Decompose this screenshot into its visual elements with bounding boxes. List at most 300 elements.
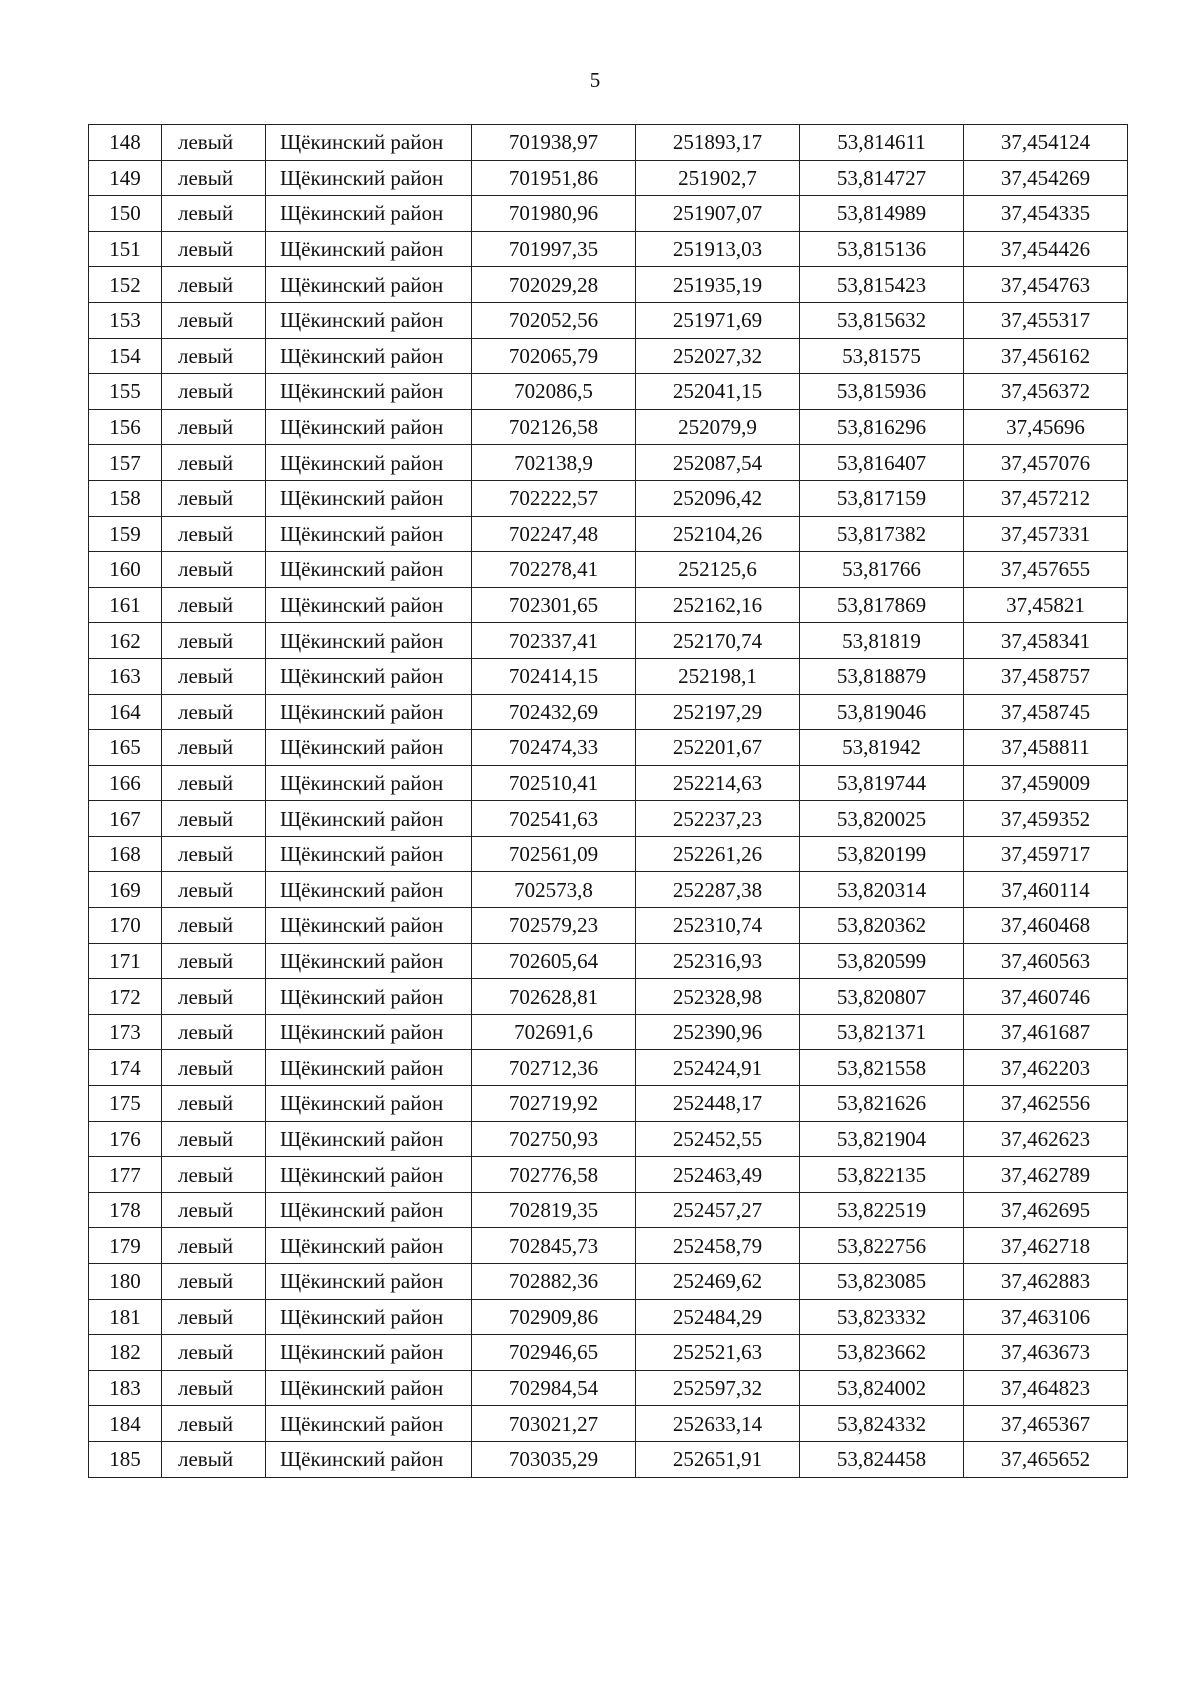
longitude-cell: 37,454335 [964, 196, 1128, 232]
longitude-cell: 37,460746 [964, 979, 1128, 1015]
latitude-cell: 53,820314 [800, 872, 964, 908]
point-number-cell: 149 [89, 160, 162, 196]
x-coordinate-cell: 702474,33 [472, 730, 636, 766]
longitude-cell: 37,463673 [964, 1335, 1128, 1371]
point-number-cell: 161 [89, 587, 162, 623]
x-coordinate-cell: 702845,73 [472, 1228, 636, 1264]
latitude-cell: 53,821371 [800, 1014, 964, 1050]
latitude-cell: 53,81819 [800, 623, 964, 659]
district-cell: Щёкинский район [266, 231, 472, 267]
district-cell: Щёкинский район [266, 1192, 472, 1228]
table-row [89, 516, 1128, 552]
longitude-cell: 37,458811 [964, 730, 1128, 766]
bank-side-cell: левый [162, 1441, 266, 1477]
point-number-cell: 172 [89, 979, 162, 1015]
latitude-cell: 53,820199 [800, 836, 964, 872]
table-row [89, 302, 1128, 338]
district-cell: Щёкинский район [266, 160, 472, 196]
point-number-cell: 166 [89, 765, 162, 801]
longitude-cell: 37,45696 [964, 409, 1128, 445]
y-coordinate-cell: 252027,32 [636, 338, 800, 374]
x-coordinate-cell: 702819,35 [472, 1192, 636, 1228]
longitude-cell: 37,464823 [964, 1370, 1128, 1406]
district-cell: Щёкинский район [266, 943, 472, 979]
y-coordinate-cell: 252162,16 [636, 587, 800, 623]
bank-side-cell: левый [162, 125, 266, 161]
y-coordinate-cell: 252237,23 [636, 801, 800, 837]
district-cell: Щёкинский район [266, 196, 472, 232]
district-cell: Щёкинский район [266, 338, 472, 374]
y-coordinate-cell: 252452,55 [636, 1121, 800, 1157]
point-number-cell: 174 [89, 1050, 162, 1086]
y-coordinate-cell: 251935,19 [636, 267, 800, 303]
district-cell: Щёкинский район [266, 1299, 472, 1335]
point-number-cell: 150 [89, 196, 162, 232]
point-number-cell: 163 [89, 658, 162, 694]
longitude-cell: 37,462883 [964, 1264, 1128, 1300]
district-cell: Щёкинский район [266, 1228, 472, 1264]
latitude-cell: 53,824002 [800, 1370, 964, 1406]
bank-side-cell: левый [162, 1370, 266, 1406]
bank-side-cell: левый [162, 302, 266, 338]
district-cell: Щёкинский район [266, 302, 472, 338]
y-coordinate-cell: 252633,14 [636, 1406, 800, 1442]
x-coordinate-cell: 702126,58 [472, 409, 636, 445]
bank-side-cell: левый [162, 516, 266, 552]
y-coordinate-cell: 252463,49 [636, 1157, 800, 1193]
point-number-cell: 154 [89, 338, 162, 374]
bank-side-cell: левый [162, 801, 266, 837]
longitude-cell: 37,462695 [964, 1192, 1128, 1228]
x-coordinate-cell: 702561,09 [472, 836, 636, 872]
table-row [89, 445, 1128, 481]
table-row [89, 1192, 1128, 1228]
latitude-cell: 53,823332 [800, 1299, 964, 1335]
y-coordinate-cell: 252198,1 [636, 658, 800, 694]
bank-side-cell: левый [162, 658, 266, 694]
y-coordinate-cell: 252310,74 [636, 908, 800, 944]
latitude-cell: 53,816296 [800, 409, 964, 445]
point-number-cell: 180 [89, 1264, 162, 1300]
longitude-cell: 37,462789 [964, 1157, 1128, 1193]
district-cell: Щёкинский район [266, 658, 472, 694]
point-number-cell: 178 [89, 1192, 162, 1228]
point-number-cell: 165 [89, 730, 162, 766]
table-row [89, 267, 1128, 303]
point-number-cell: 152 [89, 267, 162, 303]
y-coordinate-cell: 251913,03 [636, 231, 800, 267]
x-coordinate-cell: 702222,57 [472, 480, 636, 516]
point-number-cell: 148 [89, 125, 162, 161]
y-coordinate-cell: 252170,74 [636, 623, 800, 659]
table-row [89, 658, 1128, 694]
bank-side-cell: левый [162, 1264, 266, 1300]
latitude-cell: 53,81942 [800, 730, 964, 766]
point-number-cell: 153 [89, 302, 162, 338]
table-row [89, 480, 1128, 516]
district-cell: Щёкинский район [266, 1086, 472, 1122]
y-coordinate-cell: 252201,67 [636, 730, 800, 766]
district-cell: Щёкинский район [266, 480, 472, 516]
latitude-cell: 53,824332 [800, 1406, 964, 1442]
table-row [89, 552, 1128, 588]
y-coordinate-cell: 252328,98 [636, 979, 800, 1015]
coordinates-table [88, 124, 1128, 1478]
district-cell: Щёкинский район [266, 979, 472, 1015]
x-coordinate-cell: 702605,64 [472, 943, 636, 979]
x-coordinate-cell: 702541,63 [472, 801, 636, 837]
district-cell: Щёкинский район [266, 587, 472, 623]
bank-side-cell: левый [162, 1157, 266, 1193]
table-row [89, 730, 1128, 766]
district-cell: Щёкинский район [266, 267, 472, 303]
longitude-cell: 37,454426 [964, 231, 1128, 267]
point-number-cell: 183 [89, 1370, 162, 1406]
bank-side-cell: левый [162, 908, 266, 944]
longitude-cell: 37,455317 [964, 302, 1128, 338]
y-coordinate-cell: 252651,91 [636, 1441, 800, 1477]
y-coordinate-cell: 252424,91 [636, 1050, 800, 1086]
longitude-cell: 37,459717 [964, 836, 1128, 872]
x-coordinate-cell: 702691,6 [472, 1014, 636, 1050]
x-coordinate-cell: 702247,48 [472, 516, 636, 552]
bank-side-cell: левый [162, 979, 266, 1015]
table-row [89, 765, 1128, 801]
bank-side-cell: левый [162, 943, 266, 979]
bank-side-cell: левый [162, 1192, 266, 1228]
point-number-cell: 176 [89, 1121, 162, 1157]
point-number-cell: 179 [89, 1228, 162, 1264]
district-cell: Щёкинский район [266, 1157, 472, 1193]
x-coordinate-cell: 701997,35 [472, 231, 636, 267]
x-coordinate-cell: 702882,36 [472, 1264, 636, 1300]
district-cell: Щёкинский район [266, 836, 472, 872]
latitude-cell: 53,820599 [800, 943, 964, 979]
table-row [89, 196, 1128, 232]
longitude-cell: 37,458757 [964, 658, 1128, 694]
district-cell: Щёкинский район [266, 552, 472, 588]
bank-side-cell: левый [162, 1014, 266, 1050]
table-row [89, 409, 1128, 445]
table-row [89, 1014, 1128, 1050]
point-number-cell: 185 [89, 1441, 162, 1477]
y-coordinate-cell: 251907,07 [636, 196, 800, 232]
y-coordinate-cell: 251902,7 [636, 160, 800, 196]
bank-side-cell: левый [162, 1050, 266, 1086]
longitude-cell: 37,462718 [964, 1228, 1128, 1264]
point-number-cell: 168 [89, 836, 162, 872]
latitude-cell: 53,81575 [800, 338, 964, 374]
x-coordinate-cell: 701980,96 [472, 196, 636, 232]
district-cell: Щёкинский район [266, 801, 472, 837]
bank-side-cell: левый [162, 160, 266, 196]
table-row [89, 1050, 1128, 1086]
bank-side-cell: левый [162, 1121, 266, 1157]
latitude-cell: 53,819744 [800, 765, 964, 801]
page-number: 5 [589, 68, 601, 92]
longitude-cell: 37,456372 [964, 374, 1128, 410]
district-cell: Щёкинский район [266, 1050, 472, 1086]
latitude-cell: 53,821558 [800, 1050, 964, 1086]
bank-side-cell: левый [162, 1228, 266, 1264]
table-row [89, 1121, 1128, 1157]
x-coordinate-cell: 702750,93 [472, 1121, 636, 1157]
longitude-cell: 37,463106 [964, 1299, 1128, 1335]
y-coordinate-cell: 252316,93 [636, 943, 800, 979]
table-row [89, 872, 1128, 908]
district-cell: Щёкинский район [266, 409, 472, 445]
table-row [89, 1228, 1128, 1264]
y-coordinate-cell: 252390,96 [636, 1014, 800, 1050]
bank-side-cell: левый [162, 338, 266, 374]
longitude-cell: 37,457331 [964, 516, 1128, 552]
latitude-cell: 53,820362 [800, 908, 964, 944]
longitude-cell: 37,454763 [964, 267, 1128, 303]
latitude-cell: 53,820807 [800, 979, 964, 1015]
bank-side-cell: левый [162, 374, 266, 410]
district-cell: Щёкинский район [266, 730, 472, 766]
district-cell: Щёкинский район [266, 694, 472, 730]
bank-side-cell: левый [162, 1406, 266, 1442]
x-coordinate-cell: 702712,36 [472, 1050, 636, 1086]
latitude-cell: 53,815423 [800, 267, 964, 303]
district-cell: Щёкинский район [266, 1441, 472, 1477]
x-coordinate-cell: 703021,27 [472, 1406, 636, 1442]
y-coordinate-cell: 252104,26 [636, 516, 800, 552]
y-coordinate-cell: 252521,63 [636, 1335, 800, 1371]
longitude-cell: 37,459352 [964, 801, 1128, 837]
y-coordinate-cell: 252214,63 [636, 765, 800, 801]
y-coordinate-cell: 251971,69 [636, 302, 800, 338]
table-row [89, 694, 1128, 730]
table-row [89, 1441, 1128, 1477]
x-coordinate-cell: 703035,29 [472, 1441, 636, 1477]
point-number-cell: 175 [89, 1086, 162, 1122]
point-number-cell: 177 [89, 1157, 162, 1193]
y-coordinate-cell: 252087,54 [636, 445, 800, 481]
point-number-cell: 160 [89, 552, 162, 588]
y-coordinate-cell: 252457,27 [636, 1192, 800, 1228]
longitude-cell: 37,457655 [964, 552, 1128, 588]
bank-side-cell: левый [162, 196, 266, 232]
table-row [89, 1406, 1128, 1442]
latitude-cell: 53,817869 [800, 587, 964, 623]
longitude-cell: 37,460468 [964, 908, 1128, 944]
table-row [89, 1086, 1128, 1122]
table-row [89, 587, 1128, 623]
longitude-cell: 37,462203 [964, 1050, 1128, 1086]
y-coordinate-cell: 251893,17 [636, 125, 800, 161]
point-number-cell: 157 [89, 445, 162, 481]
x-coordinate-cell: 702414,15 [472, 658, 636, 694]
x-coordinate-cell: 702573,8 [472, 872, 636, 908]
x-coordinate-cell: 702946,65 [472, 1335, 636, 1371]
longitude-cell: 37,456162 [964, 338, 1128, 374]
table-row [89, 908, 1128, 944]
table-row [89, 338, 1128, 374]
bank-side-cell: левый [162, 694, 266, 730]
point-number-cell: 173 [89, 1014, 162, 1050]
longitude-cell: 37,461687 [964, 1014, 1128, 1050]
latitude-cell: 53,81766 [800, 552, 964, 588]
bank-side-cell: левый [162, 445, 266, 481]
longitude-cell: 37,462623 [964, 1121, 1128, 1157]
table-row [89, 1157, 1128, 1193]
bank-side-cell: левый [162, 872, 266, 908]
longitude-cell: 37,460114 [964, 872, 1128, 908]
district-cell: Щёкинский район [266, 516, 472, 552]
district-cell: Щёкинский район [266, 623, 472, 659]
x-coordinate-cell: 702579,23 [472, 908, 636, 944]
latitude-cell: 53,817159 [800, 480, 964, 516]
table-row [89, 1264, 1128, 1300]
point-number-cell: 167 [89, 801, 162, 837]
latitude-cell: 53,814727 [800, 160, 964, 196]
point-number-cell: 158 [89, 480, 162, 516]
latitude-cell: 53,823085 [800, 1264, 964, 1300]
y-coordinate-cell: 252448,17 [636, 1086, 800, 1122]
district-cell: Щёкинский район [266, 1121, 472, 1157]
table-row [89, 623, 1128, 659]
point-number-cell: 171 [89, 943, 162, 979]
x-coordinate-cell: 702065,79 [472, 338, 636, 374]
x-coordinate-cell: 701951,86 [472, 160, 636, 196]
table-row [89, 836, 1128, 872]
table-row [89, 1335, 1128, 1371]
bank-side-cell: левый [162, 836, 266, 872]
latitude-cell: 53,817382 [800, 516, 964, 552]
x-coordinate-cell: 702337,41 [472, 623, 636, 659]
x-coordinate-cell: 702301,65 [472, 587, 636, 623]
y-coordinate-cell: 252469,62 [636, 1264, 800, 1300]
district-cell: Щёкинский район [266, 1370, 472, 1406]
latitude-cell: 53,821904 [800, 1121, 964, 1157]
x-coordinate-cell: 702719,92 [472, 1086, 636, 1122]
district-cell: Щёкинский район [266, 125, 472, 161]
latitude-cell: 53,821626 [800, 1086, 964, 1122]
latitude-cell: 53,822756 [800, 1228, 964, 1264]
point-number-cell: 162 [89, 623, 162, 659]
x-coordinate-cell: 701938,97 [472, 125, 636, 161]
latitude-cell: 53,815936 [800, 374, 964, 410]
longitude-cell: 37,454269 [964, 160, 1128, 196]
district-cell: Щёкинский район [266, 765, 472, 801]
table-row [89, 801, 1128, 837]
point-number-cell: 151 [89, 231, 162, 267]
district-cell: Щёкинский район [266, 1014, 472, 1050]
x-coordinate-cell: 702628,81 [472, 979, 636, 1015]
bank-side-cell: левый [162, 1299, 266, 1335]
y-coordinate-cell: 252096,42 [636, 480, 800, 516]
x-coordinate-cell: 702086,5 [472, 374, 636, 410]
table-row [89, 160, 1128, 196]
y-coordinate-cell: 252079,9 [636, 409, 800, 445]
bank-side-cell: левый [162, 231, 266, 267]
x-coordinate-cell: 702029,28 [472, 267, 636, 303]
longitude-cell: 37,457212 [964, 480, 1128, 516]
y-coordinate-cell: 252041,15 [636, 374, 800, 410]
bank-side-cell: левый [162, 267, 266, 303]
y-coordinate-cell: 252197,29 [636, 694, 800, 730]
longitude-cell: 37,459009 [964, 765, 1128, 801]
district-cell: Щёкинский район [266, 908, 472, 944]
point-number-cell: 164 [89, 694, 162, 730]
longitude-cell: 37,458341 [964, 623, 1128, 659]
bank-side-cell: левый [162, 623, 266, 659]
latitude-cell: 53,814989 [800, 196, 964, 232]
y-coordinate-cell: 252484,29 [636, 1299, 800, 1335]
longitude-cell: 37,458745 [964, 694, 1128, 730]
latitude-cell: 53,824458 [800, 1441, 964, 1477]
longitude-cell: 37,460563 [964, 943, 1128, 979]
point-number-cell: 182 [89, 1335, 162, 1371]
coordinates-table-body [89, 125, 1128, 1478]
bank-side-cell: левый [162, 730, 266, 766]
table-row [89, 1299, 1128, 1335]
longitude-cell: 37,457076 [964, 445, 1128, 481]
latitude-cell: 53,823662 [800, 1335, 964, 1371]
x-coordinate-cell: 702052,56 [472, 302, 636, 338]
longitude-cell: 37,462556 [964, 1086, 1128, 1122]
bank-side-cell: левый [162, 1335, 266, 1371]
table-row [89, 374, 1128, 410]
district-cell: Щёкинский район [266, 1335, 472, 1371]
latitude-cell: 53,816407 [800, 445, 964, 481]
longitude-cell: 37,45821 [964, 587, 1128, 623]
x-coordinate-cell: 702432,69 [472, 694, 636, 730]
point-number-cell: 169 [89, 872, 162, 908]
x-coordinate-cell: 702984,54 [472, 1370, 636, 1406]
y-coordinate-cell: 252458,79 [636, 1228, 800, 1264]
district-cell: Щёкинский район [266, 374, 472, 410]
latitude-cell: 53,822135 [800, 1157, 964, 1193]
district-cell: Щёкинский район [266, 1264, 472, 1300]
table-row [89, 1370, 1128, 1406]
district-cell: Щёкинский район [266, 1406, 472, 1442]
point-number-cell: 170 [89, 908, 162, 944]
latitude-cell: 53,815136 [800, 231, 964, 267]
bank-side-cell: левый [162, 587, 266, 623]
y-coordinate-cell: 252597,32 [636, 1370, 800, 1406]
table-row [89, 979, 1128, 1015]
longitude-cell: 37,465652 [964, 1441, 1128, 1477]
district-cell: Щёкинский район [266, 872, 472, 908]
x-coordinate-cell: 702510,41 [472, 765, 636, 801]
longitude-cell: 37,465367 [964, 1406, 1128, 1442]
y-coordinate-cell: 252287,38 [636, 872, 800, 908]
x-coordinate-cell: 702909,86 [472, 1299, 636, 1335]
x-coordinate-cell: 702138,9 [472, 445, 636, 481]
latitude-cell: 53,822519 [800, 1192, 964, 1228]
table-row [89, 125, 1128, 161]
point-number-cell: 184 [89, 1406, 162, 1442]
x-coordinate-cell: 702278,41 [472, 552, 636, 588]
bank-side-cell: левый [162, 409, 266, 445]
latitude-cell: 53,818879 [800, 658, 964, 694]
point-number-cell: 156 [89, 409, 162, 445]
bank-side-cell: левый [162, 480, 266, 516]
bank-side-cell: левый [162, 1086, 266, 1122]
table-row [89, 231, 1128, 267]
y-coordinate-cell: 252261,26 [636, 836, 800, 872]
y-coordinate-cell: 252125,6 [636, 552, 800, 588]
bank-side-cell: левый [162, 552, 266, 588]
bank-side-cell: левый [162, 765, 266, 801]
point-number-cell: 181 [89, 1299, 162, 1335]
table-row [89, 943, 1128, 979]
latitude-cell: 53,820025 [800, 801, 964, 837]
point-number-cell: 155 [89, 374, 162, 410]
